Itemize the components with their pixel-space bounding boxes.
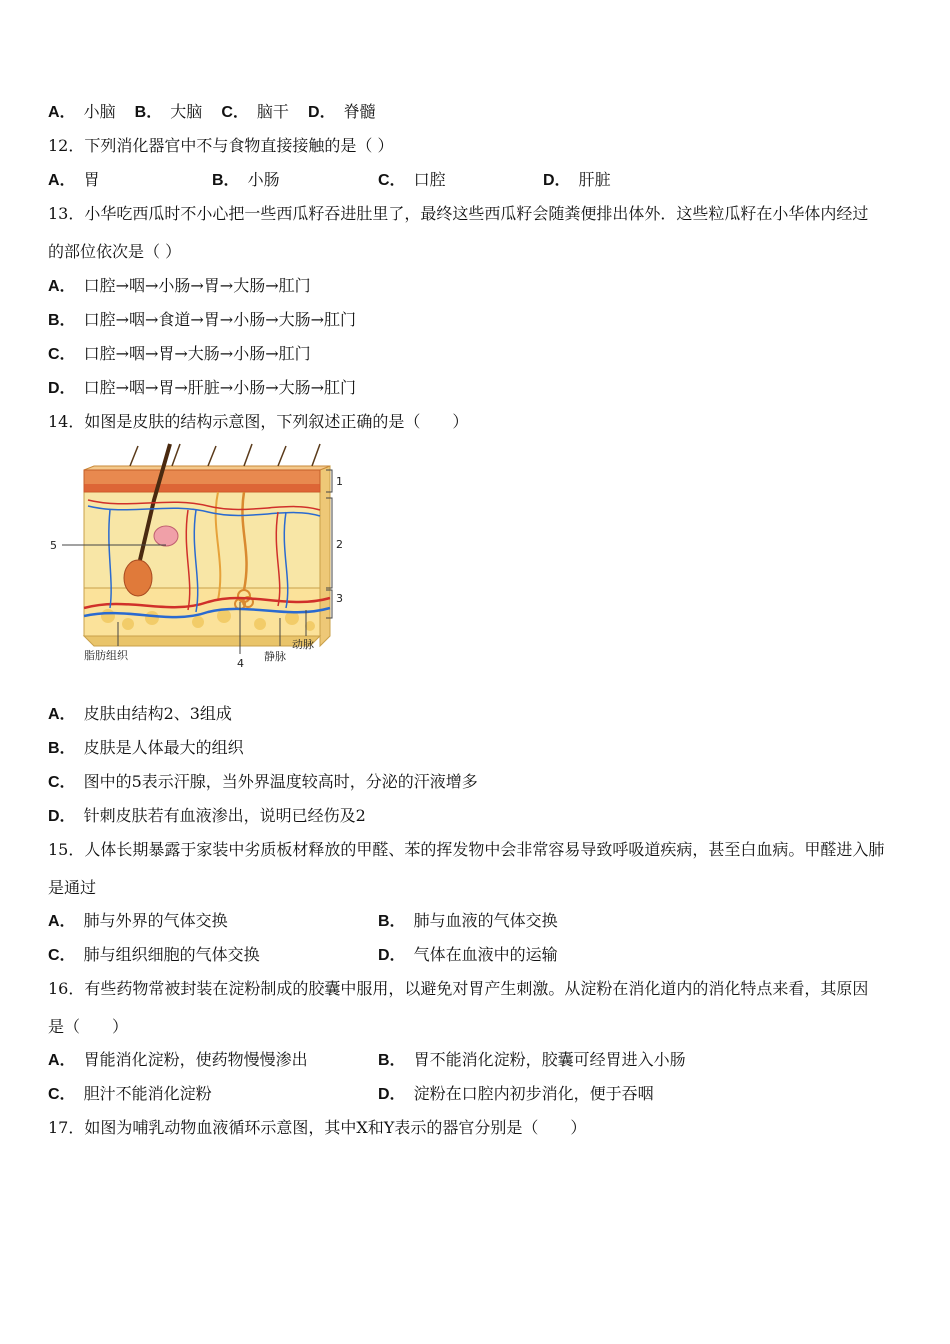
epidermis-basal	[84, 484, 320, 492]
block-bottom	[84, 636, 320, 646]
q16-option-d: D． 淀粉在口腔内初步消化，便于吞咽	[378, 1084, 654, 1103]
q13-option-a: A． 口腔→咽→小肠→胃→大肠→肛门	[48, 276, 311, 295]
block-side-face	[320, 466, 330, 646]
q16-option-a: A． 胃能消化淀粉，使药物慢慢渗出	[48, 1050, 308, 1069]
q15-stem-line2: 是通过	[48, 878, 97, 897]
q14-option-c: C． 图中的5表示汗腺，当外界温度较高时，分泌的汗液增多	[48, 772, 478, 791]
label-3: 3	[336, 592, 343, 605]
q13-option-b: B． 口腔→咽→食道→胃→小肠→大肠→肛门	[48, 310, 357, 329]
q17-stem: 17．如图为哺乳动物血液循环示意图，其中X和Y表示的器官分别是（ ）	[48, 1118, 587, 1137]
q12-option-a: A． 胃	[48, 170, 100, 189]
q12-stem: 12．下列消化器官中不与食物直接接触的是（ ）	[48, 136, 394, 155]
q12-option-c: C． 口腔	[378, 170, 446, 189]
q11-option-a: A． 小脑	[48, 102, 116, 121]
q12-option-b: B． 小肠	[212, 170, 280, 189]
q11-option-b: B． 大脑	[134, 102, 203, 121]
label-artery: 动脉	[292, 638, 314, 651]
q16-stem-line2: 是（ ）	[48, 1017, 129, 1036]
q13-option-d: D． 口腔→咽→胃→肝脏→小肠→大肠→肛门	[48, 378, 357, 397]
label-fat-tissue: 脂肪组织	[84, 649, 128, 662]
q15-option-d: D． 气体在血液中的运输	[378, 945, 558, 964]
q16-stem-line1: 16．有些药物常被封装在淀粉制成的胶囊中服用，以避免对胃产生刺激。从淀粉在消化道内的消化特点来看，其原因	[48, 979, 869, 998]
hairs	[130, 444, 320, 466]
label-5: 5	[50, 539, 57, 552]
q16-option-b: B． 胃不能消化淀粉，胶囊可经胃进入小肠	[378, 1050, 686, 1069]
q14-stem: 14．如图是皮肤的结构示意图，下列叙述正确的是（ ）	[48, 412, 469, 431]
q15-option-a: A． 肺与外界的气体交换	[48, 911, 228, 930]
q15-stem-line1: 15．人体长期暴露于家装中劣质板材释放的甲醛、苯的挥发物中会非常容易导致呼吸道疾病，甚至白血病。甲醛进入肺	[48, 840, 885, 859]
q13-stem-line2: 的部位依次是（ ）	[48, 242, 182, 261]
q13-stem-line1: 13．小华吃西瓜时不小心把一些西瓜籽吞进肚里了，最终这些西瓜籽会随粪便排出体外．这些粒瓜籽在小华体内经过	[48, 204, 869, 223]
q13-option-c: C． 口腔→咽→胃→大肠→小肠→肛门	[48, 344, 311, 363]
q11-options	[48, 102, 376, 123]
q16-option-c: C． 胆汁不能消化淀粉	[48, 1084, 212, 1103]
skin-diagram	[48, 440, 348, 672]
q14-option-a: A． 皮肤由结构2、3组成	[48, 704, 232, 723]
sebaceous-gland	[154, 526, 178, 546]
q14-option-b: B． 皮肤是人体最大的组织	[48, 738, 244, 757]
label-1: 1	[336, 475, 343, 488]
hair-bulb	[124, 560, 152, 596]
q14-option-d: D． 针刺皮肤若有血液渗出，说明已经伤及2	[48, 806, 366, 825]
q15-option-c: C． 肺与组织细胞的气体交换	[48, 945, 260, 964]
label-vein: 静脉	[264, 650, 286, 663]
q15-option-b: B． 肺与血液的气体交换	[378, 911, 558, 930]
label-4: 4	[237, 657, 244, 670]
block-top-face	[84, 466, 330, 470]
q12-option-d: D． 肝脏	[543, 170, 611, 189]
q11-option-d: D． 脊髓	[308, 102, 376, 121]
q11-option-c: C． 脑干	[221, 102, 289, 121]
label-2: 2	[336, 538, 343, 551]
skin-structure-figure	[48, 440, 348, 672]
